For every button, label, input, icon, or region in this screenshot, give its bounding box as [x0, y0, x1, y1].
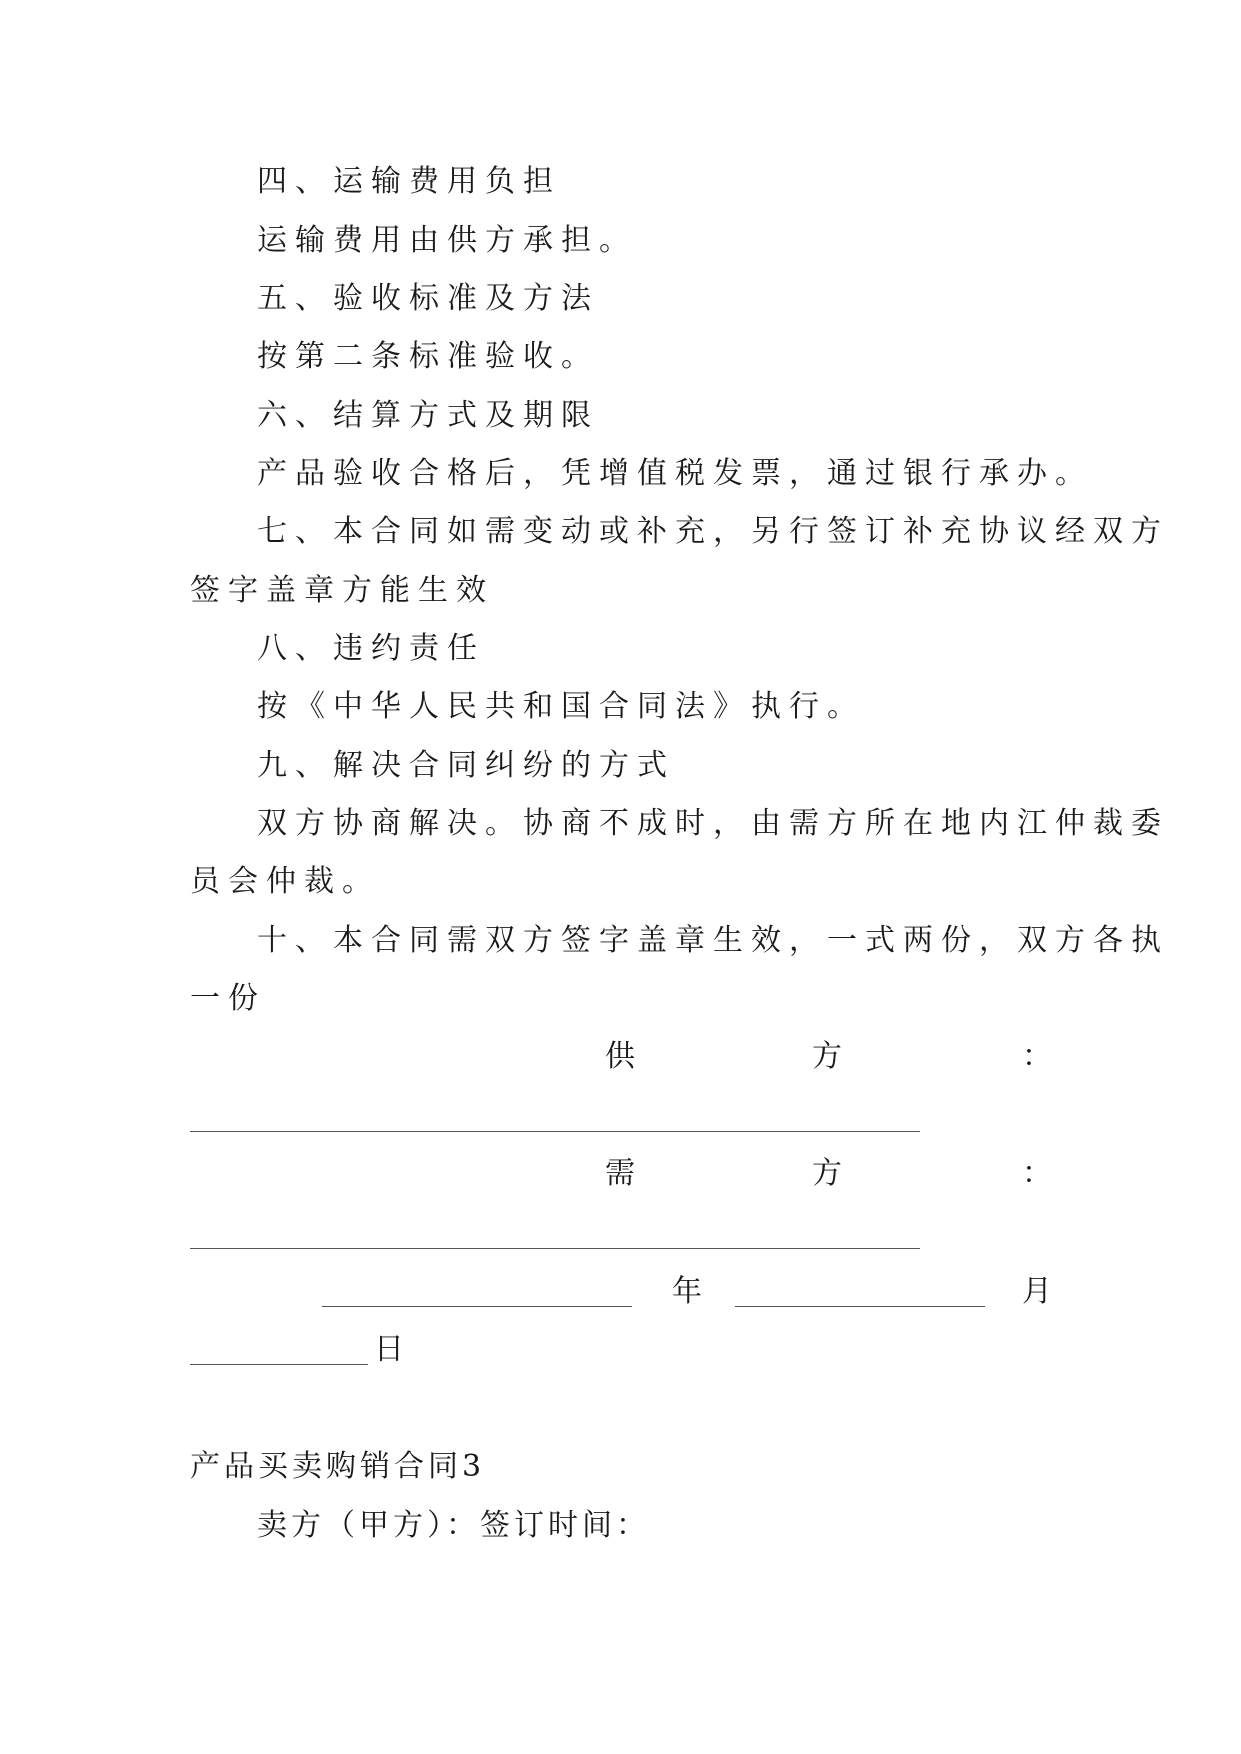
- day-blank: [190, 1364, 368, 1365]
- supplier-label-char2: 方: [812, 1039, 842, 1074]
- clause-10-text-cont: 一份: [190, 981, 266, 1016]
- buyer-label-char1: 需: [605, 1156, 635, 1191]
- clause-5-text: 按第二条标准验收。: [257, 339, 599, 374]
- clause-9-text-cont: 员会仲裁。: [190, 864, 380, 899]
- clause-9-heading: 九、解决合同纠纷的方式: [257, 748, 675, 783]
- clause-8-heading: 八、违约责任: [257, 631, 485, 666]
- month-blank: [735, 1306, 985, 1307]
- clause-7-text-cont: 签字盖章方能生效: [190, 573, 494, 608]
- buyer-label-char2: 方: [812, 1156, 842, 1191]
- month-label: 月: [1022, 1274, 1052, 1309]
- year-blank: [322, 1306, 632, 1307]
- year-label: 年: [672, 1274, 702, 1309]
- buyer-label-colon: ：: [1022, 1156, 1052, 1191]
- clause-10-text: 十、本合同需双方签字盖章生效，一式两份，双方各执: [257, 923, 1169, 958]
- supplier-label-colon: ：: [1022, 1039, 1052, 1074]
- day-label: 日: [374, 1332, 404, 1367]
- clause-9-text: 双方协商解决。协商不成时，由需方所在地内江仲裁委: [257, 806, 1169, 841]
- clause-6-heading: 六、结算方式及期限: [257, 398, 599, 433]
- clause-7-text: 七、本合同如需变动或补充，另行签订补充协议经双方: [257, 514, 1169, 549]
- seller-party-line: 卖方（甲方）：签订时间：: [257, 1508, 650, 1543]
- supplier-signature-line: [190, 1131, 920, 1132]
- next-contract-title: 产品买卖购销合同3: [190, 1449, 486, 1484]
- clause-4-heading: 四、运输费用负担: [257, 164, 561, 199]
- buyer-signature-line: [190, 1248, 920, 1249]
- clause-8-text: 按《中华人民共和国合同法》执行。: [257, 689, 865, 724]
- clause-5-heading: 五、验收标准及方法: [257, 281, 599, 316]
- clause-6-text: 产品验收合格后，凭增值税发票，通过银行承办。: [257, 456, 1093, 491]
- clause-4-text: 运输费用由供方承担。: [257, 223, 637, 258]
- supplier-label-char1: 供: [605, 1039, 635, 1074]
